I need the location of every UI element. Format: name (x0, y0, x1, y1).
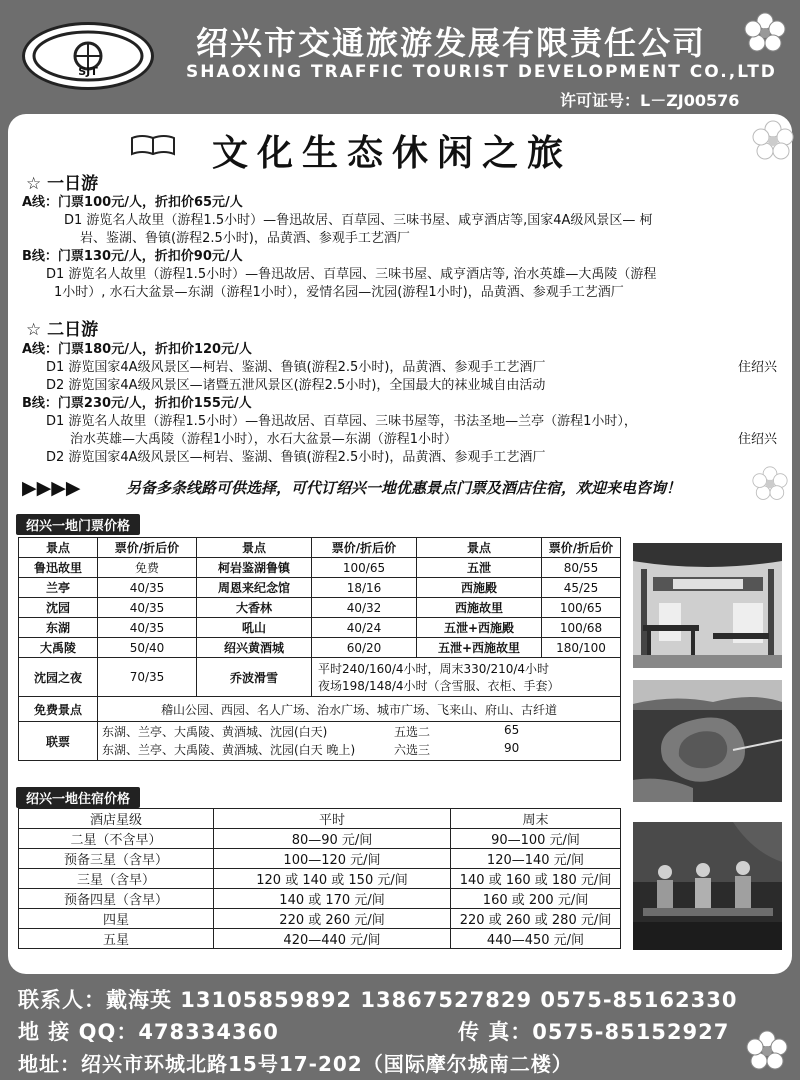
combo-spots: 东湖、兰亭、大禹陵、黄酒城、沈园(白天 晚上) (102, 743, 356, 757)
table-cell: 吼山 (197, 618, 312, 638)
two-day-a-d2: D2 游览国家4A级风景区—诸暨五泄风景区(游程2.5小时)，全国最大的袜业城自由活动 (46, 378, 546, 393)
table-cell: 西施殿 (417, 578, 542, 598)
two-day-b-d1-2: 治水英雄—大禹陵（游程1小时），水石大盆景—东湖（游程1小时） (70, 432, 458, 447)
table-row (19, 598, 621, 618)
table-header-row (19, 538, 621, 558)
two-day-b-price: B线：门票230元/人，折扣价155元/人 (22, 396, 252, 411)
table-row (19, 578, 621, 598)
table-cell: 联票 (19, 722, 98, 761)
table-row (19, 638, 621, 658)
table-row (19, 697, 621, 722)
table-header-cell: 景点 (417, 538, 542, 558)
footer-fax: 传 真：0575-85152927 (458, 1020, 730, 1044)
flower-icon (752, 120, 794, 162)
table-cell: 100/68 (542, 618, 621, 638)
photo-pavilion (633, 543, 782, 668)
two-day-b-d1-1: D1 游览名人故里（游程1.5小时）—鲁迅故居、百草园、三味书屋等，书法圣地—兰亭（游程1小时）， (46, 414, 637, 429)
table-cell: 100/65 (542, 598, 621, 618)
table-cell: 140 或 160 或 180 元/间 (451, 869, 621, 889)
table-cell: 大禹陵 (19, 638, 98, 658)
ski-price-line: 平时240/160/4小时，周末330/210/4小时 (318, 662, 550, 676)
table-cell: 220 或 260 或 280 元/间 (451, 909, 621, 929)
table-row (19, 722, 621, 761)
two-day-b-stay: 住绍兴 (738, 432, 778, 447)
table-cell: 五泄+西施故里 (417, 638, 542, 658)
table-cell: 40/35 (98, 618, 197, 638)
combo-spots: 东湖、兰亭、大禹陵、黄酒城、沈园(白天) (102, 725, 328, 739)
license-number: 许可证号：L－ZJ00576 (560, 91, 740, 110)
table-cell: 80—90 元/间 (214, 829, 451, 849)
table-header-cell: 票价/折后价 (542, 538, 621, 558)
table-cell: 140 或 170 元/间 (214, 889, 451, 909)
star-icon: ☆ (26, 320, 48, 340)
table-cell: 兰亭 (19, 578, 98, 598)
table-cell: 五泄 (417, 558, 542, 578)
one-day-b-price: B线：门票130元/人，折扣价90元/人 (22, 249, 243, 264)
company-name-en: SHAOXING TRAFFIC TOURIST DEVELOPMENT CO.,LTD (186, 62, 777, 82)
table-row (19, 558, 621, 578)
table-cell: 60/20 (312, 638, 417, 658)
table-header-cell: 平时 (214, 809, 451, 829)
combo-price: 90 (504, 741, 520, 755)
table-header-cell: 票价/折后价 (312, 538, 417, 558)
one-day-heading (26, 176, 98, 192)
flower-icon (746, 1030, 788, 1072)
table-cell: 100—120 元/间 (214, 849, 451, 869)
table-cell: 免费 (98, 558, 197, 578)
table-cell: 220 或 260 元/间 (214, 909, 451, 929)
table-cell: 100/65 (312, 558, 417, 578)
footer-contact: 联系人：戴海英 13105859892 13867527829 0575-85162330 (18, 988, 738, 1012)
table-cell: 90—100 元/间 (451, 829, 621, 849)
table-cell: 东湖 (19, 618, 98, 638)
two-day-title: 二日游 (47, 320, 99, 340)
table-cell: 五泄+西施殿 (417, 618, 542, 638)
table-cell: 18/16 (312, 578, 417, 598)
table-cell: 40/24 (312, 618, 417, 638)
table-cell: 绍兴黄酒城 (197, 638, 312, 658)
table-header-cell: 景点 (19, 538, 98, 558)
combo-rule: 六选三 (394, 743, 431, 757)
table-cell: 五星 (19, 929, 214, 949)
table-header-cell: 周末 (451, 809, 621, 829)
slogan-title: 文化生态休闲之旅 (212, 132, 573, 174)
promo-text: 另备多条线路可供选择，可代订绍兴一地优惠景点门票及酒店住宿，欢迎来电咨询！ (126, 479, 682, 497)
hotel-price-table (18, 808, 621, 949)
photo-performance (633, 822, 782, 950)
table-cell: 预备四星（含早） (19, 889, 214, 909)
table-row (19, 849, 621, 869)
hotel-section-title: 绍兴一地住宿价格 (16, 787, 140, 808)
two-day-a-price: A线：门票180元/人，折扣价120元/人 (22, 342, 252, 357)
footer-qq: 地 接 QQ：478334360 (18, 1020, 279, 1044)
logo-text: SJT (78, 65, 98, 78)
table-row (19, 618, 621, 638)
table-row (19, 929, 621, 949)
combo-ticket-cell (98, 722, 621, 761)
table-row (19, 909, 621, 929)
star-icon: ☆ (26, 174, 48, 194)
table-cell: 70/35 (98, 658, 197, 697)
arrows-icon: ▶▶▶▶ (22, 477, 81, 499)
footer-address: 地址：绍兴市环城北路15号17-202（国际摩尔城南二楼） (18, 1052, 573, 1076)
combo-row (98, 741, 620, 759)
table-cell: 420—440 元/间 (214, 929, 451, 949)
table-cell: 预备三星（含早） (19, 849, 214, 869)
ski-price-cell (312, 658, 621, 697)
table-cell: 大香林 (197, 598, 312, 618)
table-row (19, 889, 621, 909)
table-cell: 40/35 (98, 598, 197, 618)
table-cell: 沈园之夜 (19, 658, 98, 697)
table-cell: 二星（不含早） (19, 829, 214, 849)
book-icon (130, 132, 176, 158)
table-cell: 柯岩鉴湖鲁镇 (197, 558, 312, 578)
ski-price-line: 夜场198/148/4小时（含雪服、衣柜、手套） (318, 679, 560, 693)
ticket-section-title: 绍兴一地门票价格 (16, 514, 140, 535)
table-cell: 40/32 (312, 598, 417, 618)
two-day-heading (26, 322, 98, 338)
table-cell: 三星（含早） (19, 869, 214, 889)
table-cell: 乔波滑雪 (197, 658, 312, 697)
ticket-price-table (18, 537, 621, 761)
table-row (19, 869, 621, 889)
table-cell: 80/55 (542, 558, 621, 578)
table-header-cell: 景点 (197, 538, 312, 558)
one-day-b-itinerary-1: D1 游览名人故里（游程1.5小时）—鲁迅故居、百草园、三味书屋、咸亨酒店等, 治水英雄—大禹陵（游程 (46, 267, 657, 282)
flower-icon (744, 12, 786, 54)
table-cell: 180/100 (542, 638, 621, 658)
combo-rule: 五选二 (394, 725, 431, 739)
table-cell: 四星 (19, 909, 214, 929)
table-header-cell: 酒店星级 (19, 809, 214, 829)
table-row (19, 829, 621, 849)
flower-icon (752, 466, 788, 502)
one-day-a-itinerary-1: D1 游览名人故里（游程1.5小时）—鲁迅故居、百草园、三味书屋、咸亨酒店等,国家4A级风景区— 柯 (64, 213, 653, 228)
company-logo (22, 22, 154, 90)
one-day-a-itinerary-2: 岩、鉴湖、鲁镇(游程2.5小时)，品黄酒、参观手工艺酒厂 (80, 231, 410, 246)
table-cell: 西施故里 (417, 598, 542, 618)
two-day-b-d2: D2 游览国家4A级风景区—柯岩、鉴湖、鲁镇(游程2.5小时)，品黄酒、参观手工艺酒厂 (46, 450, 546, 465)
table-cell: 50/40 (98, 638, 197, 658)
table-header-row (19, 809, 621, 829)
photo-lake-island (633, 680, 782, 802)
combo-row (98, 723, 620, 741)
one-day-a-price: A线：门票100元/人，折扣价65元/人 (22, 195, 243, 210)
table-cell: 45/25 (542, 578, 621, 598)
table-cell: 免费景点 (19, 697, 98, 722)
table-cell: 周恩来纪念馆 (197, 578, 312, 598)
table-cell: 40/35 (98, 578, 197, 598)
free-attractions-cell: 稽山公园、西园、名人广场、治水广场、城市广场、飞来山、府山、古纤道 (98, 697, 621, 722)
two-day-a-d1: D1 游览国家4A级风景区—柯岩、鉴湖、鲁镇(游程2.5小时)，品黄酒、参观手工艺酒厂 (46, 360, 546, 375)
two-day-a-stay: 住绍兴 (738, 360, 778, 375)
table-cell: 440—450 元/间 (451, 929, 621, 949)
table-cell: 沈园 (19, 598, 98, 618)
company-name-cn: 绍兴市交通旅游发展有限责任公司 (196, 24, 707, 62)
table-header-cell: 票价/折后价 (98, 538, 197, 558)
combo-price: 65 (504, 723, 520, 737)
table-cell: 120 或 140 或 150 元/间 (214, 869, 451, 889)
table-cell: 鲁迅故里 (19, 558, 98, 578)
table-cell: 160 或 200 元/间 (451, 889, 621, 909)
one-day-b-itinerary-2: 1小时）, 水石大盆景—东湖（游程1小时），爱情名园—沈园(游程1小时)，品黄酒、参观手工艺酒厂 (54, 285, 624, 300)
table-cell: 120—140 元/间 (451, 849, 621, 869)
one-day-title: 一日游 (47, 174, 99, 194)
table-row (19, 658, 621, 697)
